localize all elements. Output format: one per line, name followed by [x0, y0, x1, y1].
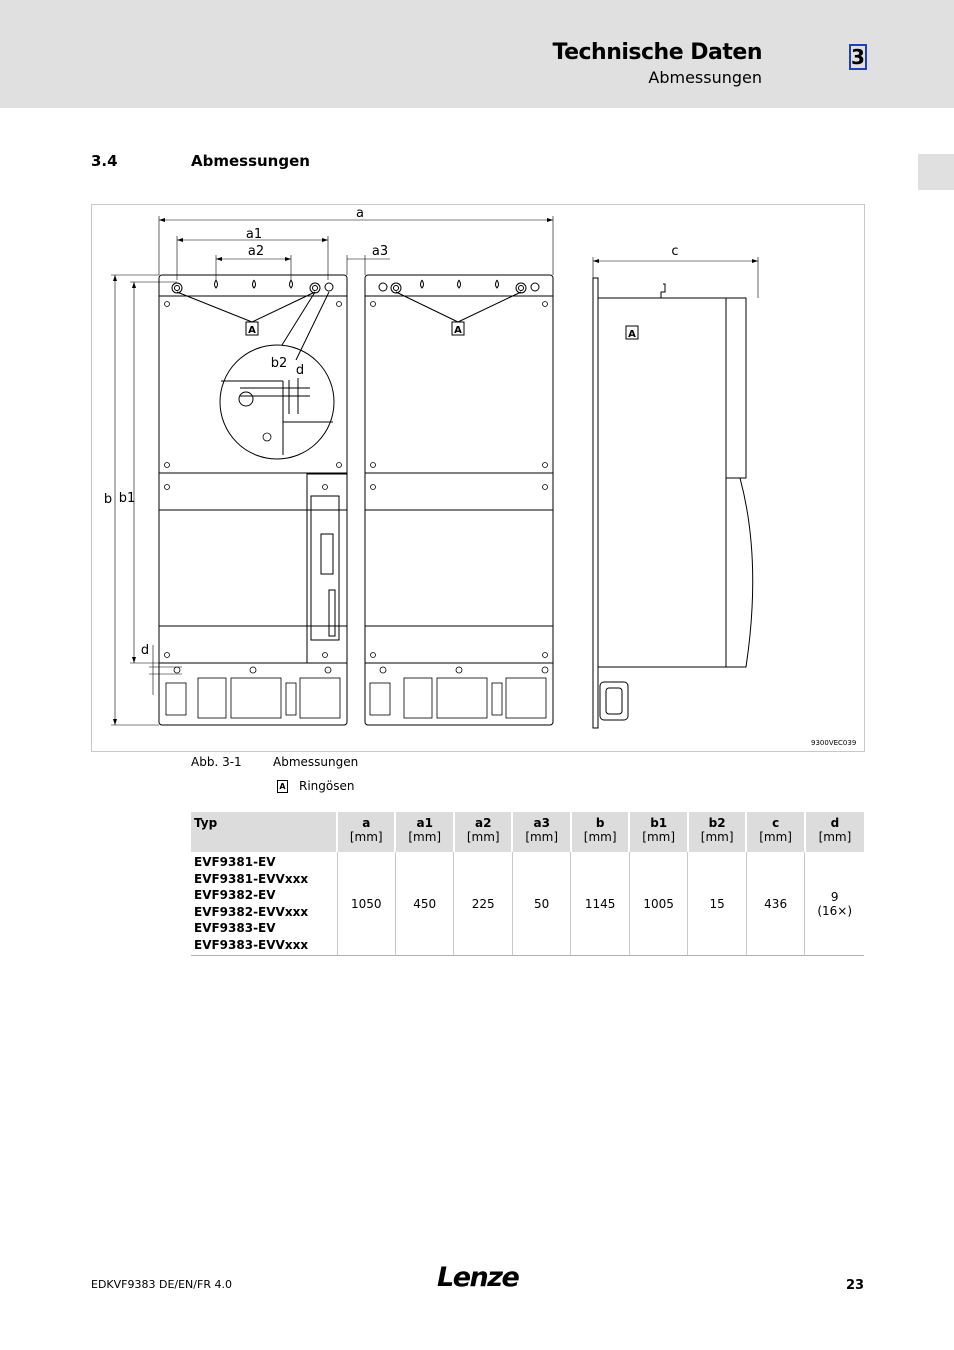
value-b: 1145: [571, 852, 629, 956]
type-item: EVF9382-EVVxxx: [194, 904, 309, 919]
legend-text: Ringösen: [299, 779, 355, 793]
dim-label-b2: b2: [270, 356, 288, 371]
legend-marker: A: [277, 780, 288, 793]
section-number: 3.4: [91, 152, 118, 170]
figure-caption-text: Abmessungen: [273, 755, 359, 769]
dim-label-b1: b1: [118, 491, 136, 506]
left-cabinet-outline: [159, 275, 347, 725]
marker-label-2: A: [454, 325, 462, 336]
right-cabinet-outline: [365, 275, 553, 725]
type-item: EVF9382-EV: [194, 888, 276, 902]
type-item: EVF9381-EVVxxx: [194, 871, 309, 886]
dim-label-c: c: [671, 244, 679, 259]
value-a1: 450: [395, 852, 453, 956]
dim-label-d-detail: d: [295, 363, 305, 378]
page-subtitle: Abmessungen: [648, 68, 762, 87]
header-a: a [mm]: [337, 812, 395, 852]
value-a2: 225: [454, 852, 512, 956]
page-title: Technische Daten: [552, 40, 762, 65]
marker-label-1: A: [248, 325, 256, 336]
header-typ: Typ: [191, 812, 337, 852]
figure-code: 9300VEC039: [811, 739, 857, 747]
dim-label-a: a: [356, 206, 364, 221]
header-b1: b1 [mm]: [629, 812, 687, 852]
lenze-logo: Lenze: [437, 1262, 519, 1293]
header-c: c [mm]: [746, 812, 804, 852]
header-d: d [mm]: [805, 812, 864, 852]
table-header-row: [191, 812, 864, 852]
dim-label-a3: a3: [371, 244, 389, 259]
dimensions-table: [191, 812, 864, 956]
value-a3: 50: [512, 852, 570, 956]
value-c: 436: [746, 852, 804, 956]
page-number: 23: [846, 1278, 865, 1293]
dim-label-a2: a2: [247, 244, 265, 259]
value-a: 1050: [337, 852, 395, 956]
dim-label-d: d: [140, 643, 150, 658]
dim-label-b: b: [103, 492, 113, 507]
header-b2: b2 [mm]: [688, 812, 746, 852]
type-item: EVF9383-EVVxxx: [194, 937, 309, 952]
figure-caption-label: Abb. 3-1: [191, 755, 242, 769]
value-d: 9 (16×): [805, 852, 864, 956]
footer-doc-id: EDKVF9383 DE/EN/FR 4.0: [91, 1278, 232, 1291]
header-a1: a1 [mm]: [395, 812, 453, 852]
header-b: b [mm]: [571, 812, 629, 852]
marker-label-3: A: [628, 329, 636, 340]
header-a2: a2 [mm]: [454, 812, 512, 852]
side-view-body: [598, 298, 726, 667]
type-item: EVF9381-EV: [194, 855, 276, 869]
dim-label-a1: a1: [245, 227, 263, 242]
table-row: [191, 852, 864, 956]
value-b2: 15: [688, 852, 746, 956]
section-title: Abmessungen: [191, 152, 310, 170]
type-item: EVF9383-EV: [194, 921, 276, 935]
type-list: [191, 852, 337, 956]
chapter-number[interactable]: 3: [849, 44, 867, 70]
header-a3: a3 [mm]: [512, 812, 570, 852]
value-b1: 1005: [629, 852, 687, 956]
